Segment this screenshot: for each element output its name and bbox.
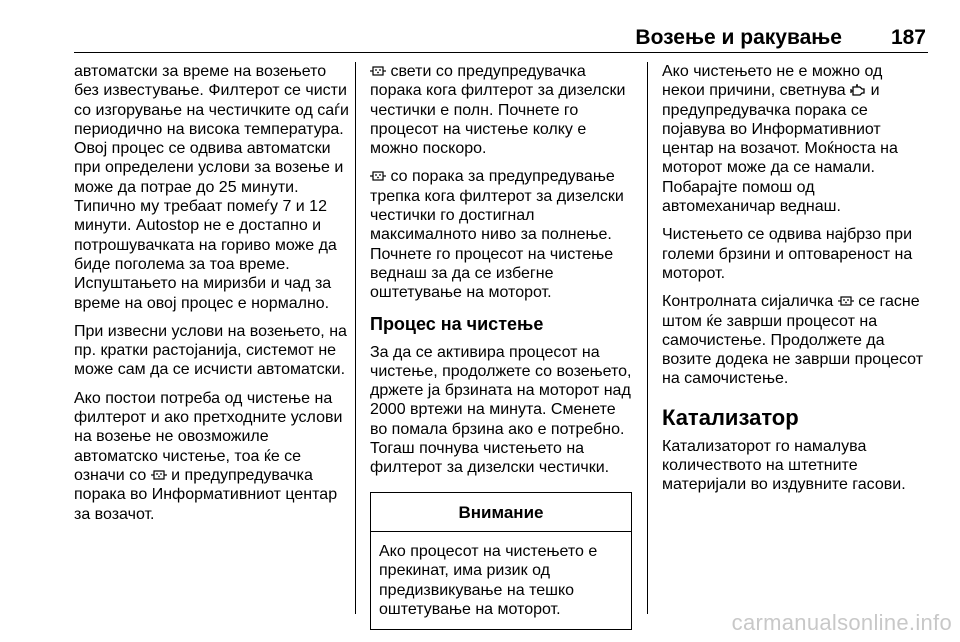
- diesel-particulate-filter-icon: [838, 294, 854, 308]
- paragraph-text: се гасне штом ќе заврши процесот на самочистење. Продолжете да возите додека не заврши процесот на самочистење.: [662, 293, 924, 388]
- paragraph-text: со порака за предупредување трепка кога филтерот за дизелски честички го достигнал максималното ниво за полнење. Почнете го процесот на чистење веднаш за да се избегне оштетување на моторот.: [370, 168, 624, 302]
- column-divider-2: [647, 62, 648, 614]
- column-1: [74, 62, 352, 533]
- column-divider-1: [355, 62, 356, 614]
- paragraph: [370, 62, 634, 158]
- paragraph: [370, 167, 634, 302]
- section-heading: Катализатор: [662, 404, 799, 430]
- paragraph-text: Ако чистењето не е можно од некои причини, светнува: [662, 63, 883, 100]
- paragraph-text: свети со предупредувачка порака кога филтерот за дизелски честички е полн. Почнете го процесот на чистење колку е можно поскоро.: [370, 63, 626, 158]
- paragraph: [662, 292, 928, 388]
- notice-box: [370, 492, 632, 630]
- column-3: [662, 62, 928, 504]
- diesel-particulate-filter-icon: [370, 64, 386, 78]
- watermark: carmanualsonline.info: [731, 610, 952, 635]
- paragraph-text: и предупредувачка порака во Информативниот центар за возачот.: [74, 466, 338, 523]
- notice-title: Внимание: [371, 493, 631, 532]
- paragraph: автоматски за време на возењето без известување. Филтерот се чисти со изгорување на честичките од саѓи периодично на висока температура. Овој процес се одвива автоматски при определени услови за возење и може да потрае до 25 минути. Типично му требаат помеѓу 7 и 12 минути. Autostop не е достапно и потрошувачката на гориво може да биде поголема за тоа време. Испуштањето на миризби и чад за време на овој процес е нормално.: [74, 63, 349, 312]
- check-engine-icon: [850, 83, 866, 97]
- paragraph-text: Контролната сијаличка: [662, 293, 834, 311]
- notice-text: Ако процесот на чистењето е прекинат, има ризик од предизвикување на тешко оштетување на моторот.: [379, 542, 598, 618]
- paragraph: При извесни услови на возењето, на пр. кратки растојанија, системот не може сам да се исчисти автоматски.: [74, 322, 347, 379]
- diesel-particulate-filter-icon: [370, 169, 386, 183]
- paragraph-text: Ако постои потреба од чистење на филтерот и ако претходните услови на возење не овозможиле автоматско чистење, тоа ќе се означи со: [74, 389, 343, 484]
- paragraph: Катализаторот го намалува количеството на штетните материјали во издувните гасови.: [662, 437, 906, 494]
- page-number: 187: [890, 26, 926, 49]
- header-title: Возење и ракување: [635, 26, 842, 49]
- page-header: [74, 22, 928, 53]
- paragraph-text: и предупредувачка порака се појавува во Информативниот центар на возачот. Моќноста на моторот може да се намали. Побарајте помош од автомеханичар веднаш.: [662, 82, 898, 216]
- paragraph: [74, 389, 352, 524]
- section-heading: Процес на чистење: [370, 313, 544, 334]
- paragraph: Чистењето се одвива најбрзо при големи брзини и оптовареност на моторот.: [662, 226, 913, 282]
- paragraph: За да се активира процесот на чистење, продолжете со возењето, држете ја брзината на моторот над 2000 вртежи на минута. Сменете во помала брзина ако е потребно. Тогаш почнува чистењето на филтерот за дизелски честички.: [370, 343, 632, 477]
- paragraph: [662, 62, 928, 216]
- diesel-particulate-filter-icon: [151, 468, 167, 482]
- column-2: [370, 62, 634, 630]
